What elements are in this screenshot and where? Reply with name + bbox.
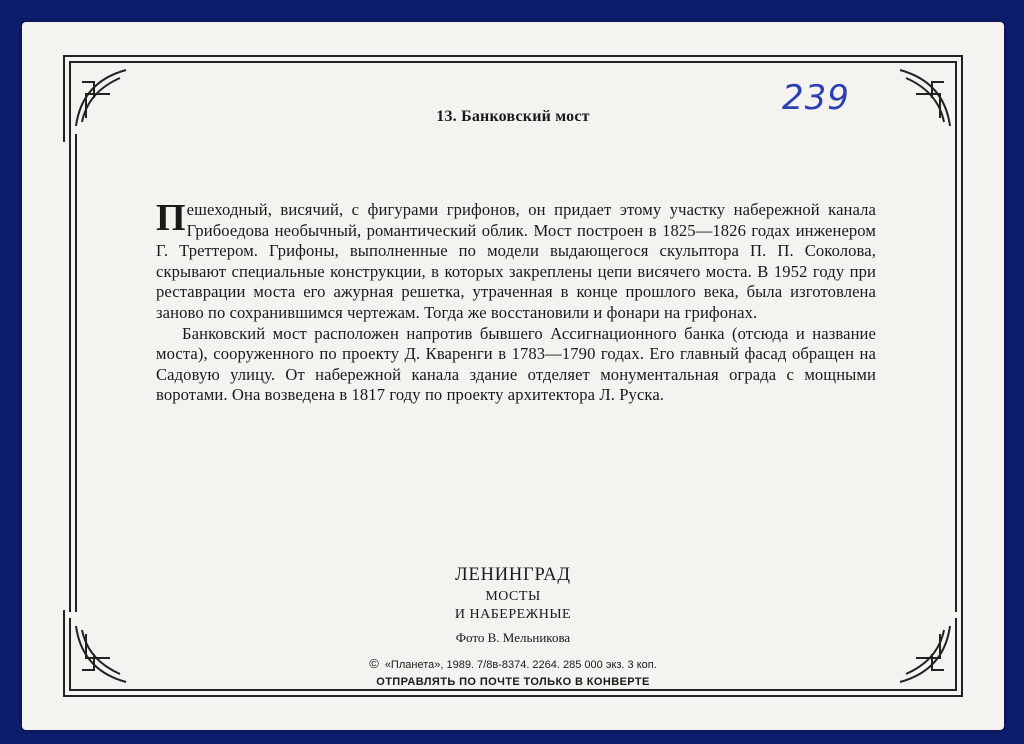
- city-heading: ЛЕНИНГРАД: [455, 565, 571, 585]
- copyright-icon: ©: [369, 656, 379, 671]
- paragraph-2: Банковский мост расположен напротив бывшего Ассигнационного банка (отсюда и название моста), сооруженного по проекту Д. Кваренги в 1783—1790 годах. Его главный фасад обращен на Садовую улицу. От набережной канала здание отделяет монументальная ограда с мощными воротами. Она возведена в 1817 году по проекту архитектора Л. Руска.: [156, 323, 876, 405]
- handwritten-number: 239: [782, 78, 850, 118]
- publisher-info: [22, 656, 1004, 671]
- publisher-text: «Планета», 1989. 7/8в-8374. 2264. 285 000 экз. 3 коп.: [384, 659, 657, 671]
- paragraph-1-text: ешеходный, висячий, с фигурами грифонов, он придает этому участку набережной канала Грибоедова необычный, романтический облик. Мост построен в 1825—1826 годах инженером Г. Треттером. Грифоны, выполненные по модели выдающегося скульптора П. П. Соколова, скрывают специальные конструкции, в которых закреплены цепи висячего моста. В 1952 году при реставрации моста его ажурная решетка, утраченная в конце прошлого века, была изготовлена заново по сохранившимся чертежам. Тогда же восстановили и фонари на грифонах.: [156, 200, 876, 322]
- series-line-2: И НАБЕРЕЖНЫЕ: [454, 607, 572, 622]
- mail-note: ОТПРАВЛЯТЬ ПО ПОЧТЕ ТОЛЬКО В КОНВЕРТЕ: [376, 676, 650, 688]
- paragraph-1: [156, 197, 876, 324]
- card-title: 13. Банковский мост: [436, 108, 590, 125]
- postcard: [22, 22, 1004, 730]
- photo-credit: Фото В. Мельникова: [455, 630, 571, 645]
- series-line-1: МОСТЫ: [485, 589, 541, 604]
- description-text: [156, 197, 876, 406]
- drop-cap: П: [156, 197, 186, 239]
- corner-ornament-icon: [64, 56, 140, 142]
